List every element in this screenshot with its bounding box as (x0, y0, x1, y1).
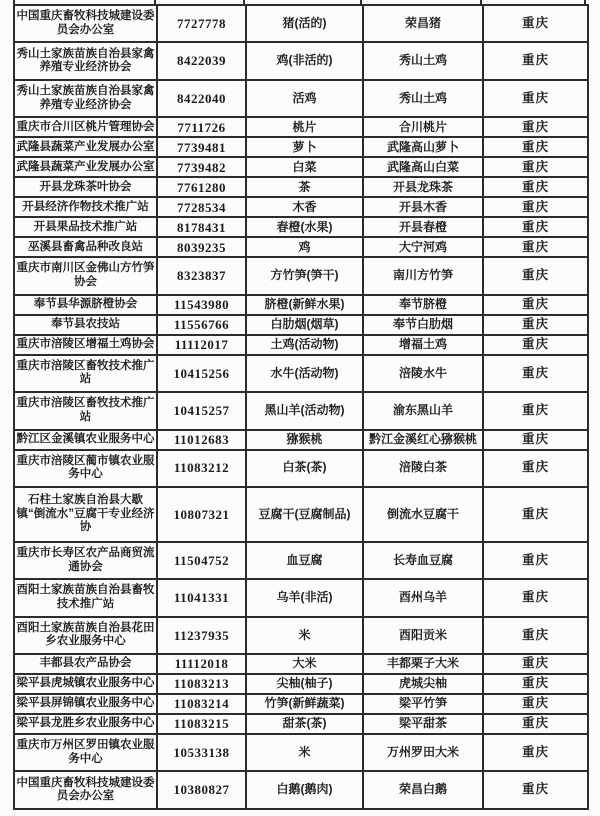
reg-no-cell: 7727778 (157, 5, 246, 42)
reg-no-cell: 11237935 (157, 617, 246, 654)
region-cell: 重庆 (483, 80, 588, 117)
table-row (14, 177, 588, 197)
region-cell: 重庆 (483, 295, 588, 315)
org-cell: 武隆县蔬菜产业发展办公室 (14, 137, 157, 157)
region-cell: 重庆 (483, 335, 588, 355)
table-row (14, 674, 588, 694)
product-cell: 豆腐干(豆腐制品) (246, 487, 363, 542)
org-cell: 石柱土家族自治县大歇镇“倒流水”豆腐干专业经济协 (14, 487, 157, 542)
product-cell: 血豆腐 (246, 542, 363, 579)
region-cell: 重庆 (483, 771, 588, 809)
reg-no-cell: 10533138 (157, 734, 246, 771)
table-row (14, 5, 588, 42)
trademark-cell: 酉阳贡米 (363, 617, 483, 654)
reg-no-cell: 10415257 (157, 392, 246, 429)
org-cell: 开县经济作物技术推广站 (14, 197, 157, 217)
reg-no-cell: 11041331 (157, 579, 246, 616)
org-cell: 酉阳土家族苗族自治县花田乡农业服务中心 (14, 617, 157, 654)
region-cell: 重庆 (483, 137, 588, 157)
trademark-cell: 酉州乌羊 (363, 579, 483, 616)
reg-no-cell: 7739482 (157, 157, 246, 177)
trademark-cell: 渝东黑山羊 (363, 392, 483, 429)
trademark-registration-table (13, 4, 589, 810)
org-cell: 丰都县农产品协会 (14, 654, 157, 674)
trademark-cell: 涪陵白茶 (363, 450, 483, 487)
table-row (14, 617, 588, 654)
reg-no-cell: 11083213 (157, 674, 246, 694)
table-row (14, 714, 588, 734)
region-cell: 重庆 (483, 117, 588, 137)
org-cell: 梁平县屏锦镇农业服务中心 (14, 694, 157, 714)
org-cell: 黔江区金溪镇农业服务中心 (14, 430, 157, 450)
org-cell: 奉节县华源脐橙协会 (14, 295, 157, 315)
region-cell: 重庆 (483, 430, 588, 450)
trademark-cell: 倒流水豆腐干 (363, 487, 483, 542)
org-cell: 重庆市合川区桃片管理协会 (14, 117, 157, 137)
trademark-cell: 荣昌猪 (363, 5, 483, 42)
product-cell: 白茶(茶) (246, 450, 363, 487)
trademark-cell: 秀山土鸡 (363, 42, 483, 79)
org-cell: 酉阳土家族苗族自治县畜牧技术推广站 (14, 579, 157, 616)
trademark-cell: 荣昌白鹅 (363, 771, 483, 809)
product-cell: 白鹅(鹅肉) (246, 771, 363, 809)
region-cell: 重庆 (483, 714, 588, 734)
product-cell: 竹笋(新鲜蔬菜) (246, 694, 363, 714)
table-row (14, 315, 588, 335)
org-cell: 梁平县龙胜乡农业服务中心 (14, 714, 157, 734)
reg-no-cell: 8422040 (157, 80, 246, 117)
org-cell: 重庆市南川区金佛山方竹笋协会 (14, 257, 157, 294)
product-cell: 白菜 (246, 157, 363, 177)
table-row (14, 450, 588, 487)
table-row (14, 217, 588, 237)
trademark-cell: 大宁河鸡 (363, 237, 483, 257)
table-row (14, 771, 588, 809)
product-cell: 米 (246, 734, 363, 771)
org-cell: 巫溪县畜禽品种改良站 (14, 237, 157, 257)
product-cell: 白肋烟(烟草) (246, 315, 363, 335)
table-row (14, 335, 588, 355)
reg-no-cell: 8422039 (157, 42, 246, 79)
org-cell: 中国重庆畜牧科技城建设委员会办公室 (14, 771, 157, 809)
product-cell: 乌羊(非活) (246, 579, 363, 616)
trademark-cell: 虎城尖柚 (363, 674, 483, 694)
region-cell: 重庆 (483, 237, 588, 257)
region-cell: 重庆 (483, 315, 588, 335)
region-cell: 重庆 (483, 177, 588, 197)
product-cell: 大米 (246, 654, 363, 674)
trademark-cell: 梁平竹笋 (363, 694, 483, 714)
table-row (14, 157, 588, 177)
table-row (14, 487, 588, 542)
product-cell: 鸡(非活的) (246, 42, 363, 79)
reg-no-cell: 11112017 (157, 335, 246, 355)
region-cell: 重庆 (483, 392, 588, 429)
region-cell: 重庆 (483, 542, 588, 579)
product-cell: 春橙(水果) (246, 217, 363, 237)
trademark-cell: 开县龙珠茶 (363, 177, 483, 197)
table-row (14, 257, 588, 294)
org-cell: 重庆市涪陵区增福土鸡协会 (14, 335, 157, 355)
product-cell: 猪(活的) (246, 5, 363, 42)
region-cell: 重庆 (483, 487, 588, 542)
product-cell: 土鸡(活动物) (246, 335, 363, 355)
product-cell: 木香 (246, 197, 363, 217)
region-cell: 重庆 (483, 674, 588, 694)
product-cell: 鸡 (246, 237, 363, 257)
reg-no-cell: 8323837 (157, 257, 246, 294)
region-cell: 重庆 (483, 694, 588, 714)
reg-no-cell: 11543980 (157, 295, 246, 315)
product-cell: 脐橙(新鲜水果) (246, 295, 363, 315)
product-cell: 黑山羊(活动物) (246, 392, 363, 429)
org-cell: 重庆市涪陵区畜牧技术推广站 (14, 355, 157, 392)
reg-no-cell: 10807321 (157, 487, 246, 542)
table-row (14, 80, 588, 117)
product-cell: 活鸡 (246, 80, 363, 117)
table-body (14, 5, 588, 809)
table-row (14, 237, 588, 257)
trademark-cell: 万州罗田大米 (363, 734, 483, 771)
reg-no-cell: 7739481 (157, 137, 246, 157)
table-row (14, 117, 588, 137)
trademark-cell: 丰都栗子大米 (363, 654, 483, 674)
org-cell: 重庆市涪陵区畜牧技术推广站 (14, 392, 157, 429)
reg-no-cell: 11083215 (157, 714, 246, 734)
org-cell: 梁平县虎城镇农业服务中心 (14, 674, 157, 694)
org-cell: 奉节县农技站 (14, 315, 157, 335)
table-row (14, 355, 588, 392)
trademark-cell: 武隆高山萝卜 (363, 137, 483, 157)
product-cell: 米 (246, 617, 363, 654)
reg-no-cell: 10415256 (157, 355, 246, 392)
table-row (14, 392, 588, 429)
region-cell: 重庆 (483, 257, 588, 294)
trademark-cell: 开县木香 (363, 197, 483, 217)
reg-no-cell: 7711726 (157, 117, 246, 137)
trademark-cell: 涪陵水牛 (363, 355, 483, 392)
region-cell: 重庆 (483, 42, 588, 79)
product-cell: 茶 (246, 177, 363, 197)
reg-no-cell: 11112018 (157, 654, 246, 674)
region-cell: 重庆 (483, 617, 588, 654)
org-cell: 秀山土家族苗族自治县家禽养殖专业经济协会 (14, 42, 157, 79)
region-cell: 重庆 (483, 734, 588, 771)
region-cell: 重庆 (483, 355, 588, 392)
org-cell: 开县龙珠茶叶协会 (14, 177, 157, 197)
trademark-cell: 梁平甜茶 (363, 714, 483, 734)
trademark-cell: 武隆高山白菜 (363, 157, 483, 177)
reg-no-cell: 8039235 (157, 237, 246, 257)
table-row (14, 430, 588, 450)
org-cell: 中国重庆畜牧科技城建设委员会办公室 (14, 5, 157, 42)
trademark-cell: 增福土鸡 (363, 335, 483, 355)
region-cell: 重庆 (483, 217, 588, 237)
trademark-cell: 秀山土鸡 (363, 80, 483, 117)
product-cell: 甜茶(茶) (246, 714, 363, 734)
reg-no-cell: 11083214 (157, 694, 246, 714)
table-row (14, 542, 588, 579)
product-cell: 水牛(活动物) (246, 355, 363, 392)
table-row (14, 734, 588, 771)
reg-no-cell: 10380827 (157, 771, 246, 809)
reg-no-cell: 11504752 (157, 542, 246, 579)
trademark-cell: 奉节白肋烟 (363, 315, 483, 335)
reg-no-cell: 11083212 (157, 450, 246, 487)
trademark-cell: 南川方竹笋 (363, 257, 483, 294)
table-row (14, 137, 588, 157)
table-row (14, 197, 588, 217)
region-cell: 重庆 (483, 450, 588, 487)
product-cell: 方竹笋(笋干) (246, 257, 363, 294)
table-row (14, 42, 588, 79)
product-cell: 猕猴桃 (246, 430, 363, 450)
reg-no-cell: 11556766 (157, 315, 246, 335)
org-cell: 重庆市长寿区农产品商贸流通协会 (14, 542, 157, 579)
region-cell: 重庆 (483, 157, 588, 177)
trademark-cell: 长寿血豆腐 (363, 542, 483, 579)
table-row (14, 579, 588, 616)
product-cell: 尖柚(柚子) (246, 674, 363, 694)
org-cell: 重庆市涪陵区蔺市镇农业服务中心 (14, 450, 157, 487)
region-cell: 重庆 (483, 5, 588, 42)
region-cell: 重庆 (483, 579, 588, 616)
org-cell: 武隆县蔬菜产业发展办公室 (14, 157, 157, 177)
reg-no-cell: 8178431 (157, 217, 246, 237)
region-cell: 重庆 (483, 197, 588, 217)
table-row (14, 654, 588, 674)
trademark-cell: 合川桃片 (363, 117, 483, 137)
reg-no-cell: 7728534 (157, 197, 246, 217)
region-cell: 重庆 (483, 654, 588, 674)
org-cell: 重庆市万州区罗田镇农业服务中心 (14, 734, 157, 771)
trademark-cell: 开县春橙 (363, 217, 483, 237)
trademark-cell: 奉节脐橙 (363, 295, 483, 315)
product-cell: 萝卜 (246, 137, 363, 157)
reg-no-cell: 7761280 (157, 177, 246, 197)
product-cell: 桃片 (246, 117, 363, 137)
trademark-cell: 黔江金溪红心猕猴桃 (363, 430, 483, 450)
org-cell: 开县果品技术推广站 (14, 217, 157, 237)
table-row (14, 694, 588, 714)
org-cell: 秀山土家族苗族自治县家禽养殖专业经济协会 (14, 80, 157, 117)
reg-no-cell: 11012683 (157, 430, 246, 450)
table-row (14, 295, 588, 315)
